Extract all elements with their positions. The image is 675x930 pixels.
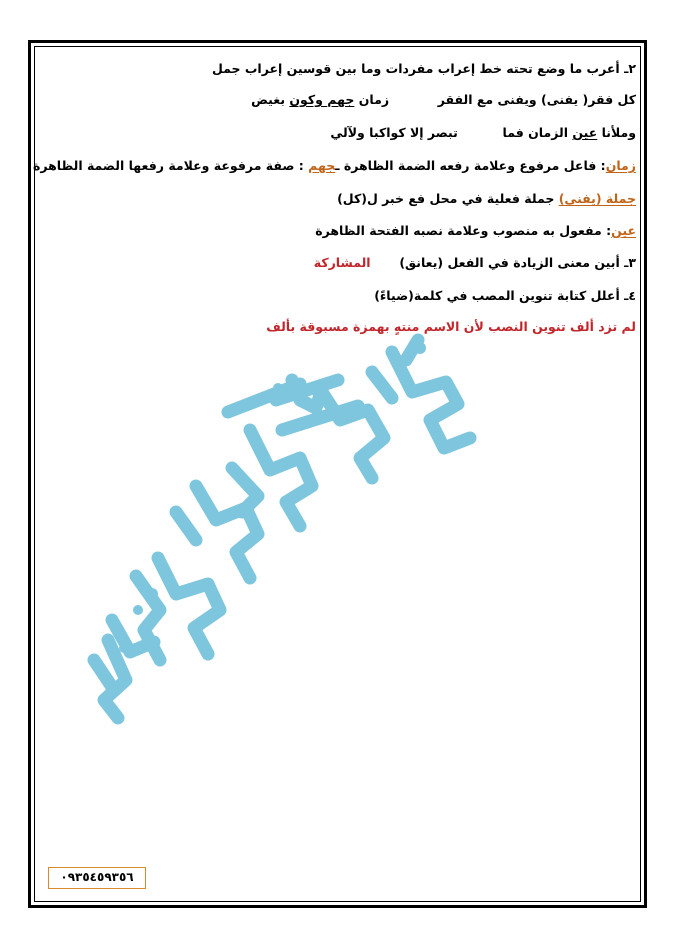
answer-jumla-yafna: جملة (يفنى) جملة فعلية في محل فع خبر ل(كل) (337, 191, 636, 206)
verse-1-second-hemistich: زمان جهم وكون بغيض (251, 92, 390, 107)
verse-1-first-hemistich: كل فقر( يفنى) ويفنى مع الفقر (437, 92, 636, 107)
verse-2 (330, 124, 636, 142)
verse-1 (251, 91, 636, 109)
question-3-answer: المشاركة (313, 255, 371, 270)
verse-2-second-hemistich: تبصر إلا كواكبا ولآلي (330, 125, 458, 140)
question-4: ٤ـ أعلل كتابة تنوين المصب في كلمة(ضياءً) (374, 288, 636, 303)
verse-2-first-hemistich: وملأنا عين الزمان فما (502, 125, 636, 140)
question-4-answer: لم تزد ألف تنوين النصب لأن الاسم منتهٍ بهمزة مسبوقة بألف (266, 319, 636, 334)
question-3: ٣ـ أبين معنى الزيادة في الفعل (يعانق) المشاركة (313, 255, 636, 270)
phone-number: ٠٩٣٥٤٥٩٣٥٦ (60, 870, 134, 884)
phone-number-box (48, 867, 146, 889)
question-2-title: ٢ـ أعرب ما وضع تحته خط إعراب مفردات وما بين قوسين إعراب جمل (211, 61, 636, 76)
answer-ayn: عين: مفعول به منصوب وعلامة نصبه الفتحة الظاهرة (315, 223, 636, 238)
answer-zaman-jahm: زمان: فاعل مرفوع وعلامة رفعه الضمة الظاهرة ـجهم : صفة مرفوعة وعلامة رفعها الضمة الظاهرة (32, 158, 636, 173)
